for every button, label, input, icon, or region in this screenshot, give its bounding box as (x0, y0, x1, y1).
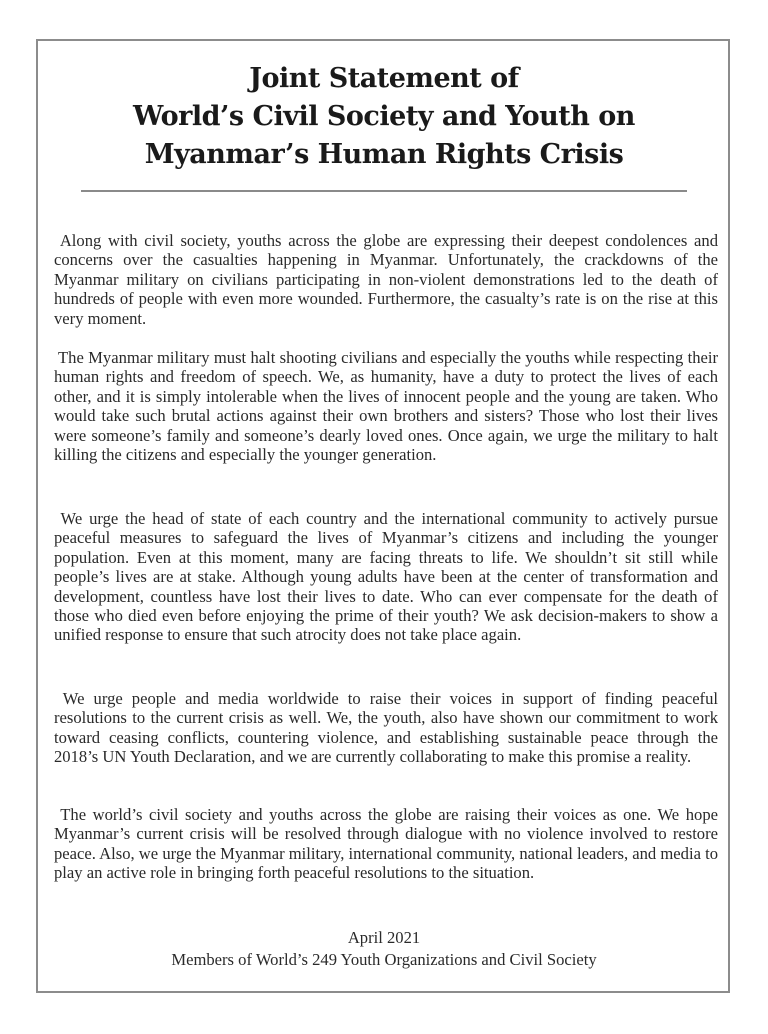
title-line-1: Joint Statement of (249, 63, 519, 94)
statement-signature: Members of World’s 249 Youth Organizations and Civil Society (171, 950, 597, 969)
document-title (0, 60, 768, 174)
title-line-2: World’s Civil Society and Youth on (133, 101, 635, 132)
paragraph-international-community: We urge the head of state of each country and the international community to actively pursue peaceful measures to safeguard the lives of Myanmar’s citizens and including the younger population. Even at this moment, many are facing threats to life. We shouldn’t sit still while people’s lives are at stake. Although young adults have been at the center of transformation and development, countless have lost their lives to date. Who can ever compensate for the death of those who died even before enjoying the prime of their youth? We ask decision-makers to show a unified response to ensure that such atrocity does not take place again. (54, 509, 719, 645)
paragraph-condolences: Along with civil society, youths across the globe are expressing their deepest condolences and concerns over the casualties happening in Myanmar. Unfortunately, the crackdowns of the Myanmar military on civilians participating in non-violent demonstrations led to the death of hundreds of people with even more wounded. Furthermore, the casualty’s rate is on the rise at this very moment. (54, 231, 718, 328)
paragraph-voices-as-one: The world’s civil society and youths across the globe are raising their voices as one. We hope Myanmar’s current crisis will be resolved through dialogue with no violence involved to restore peace. Also, we urge the Myanmar military, international community, national leaders, and media to play an active role in bringing forth peaceful resolutions to the situation. (54, 805, 718, 883)
title-line-3: Myanmar’s Human Rights Crisis (144, 139, 624, 170)
paragraph-media-worldwide: We urge people and media worldwide to raise their voices in support of finding peaceful resolutions to the current crisis as well. We, the youth, also have shown our commitment to work toward ceasing conflicts, countering violence, and establishing sustainable peace through the 2018’s UN Youth Declaration, and we are currently collaborating to make this promise a reality. (54, 689, 718, 767)
statement-date: April 2021 (347, 928, 421, 947)
paragraph-halt-shooting: The Myanmar military must halt shooting civilians and especially the youths while respecting their human rights and freedom of speech. We, as humanity, have a duty to protect the lives of each other, and it is simply intolerable when the lives of innocent people and the young are taken. Who would take such brutal actions against their own brothers and sisters? Those who lost their lives were someone’s family and someone’s dearly loved ones. Once again, we urge the military to halt killing the citizens and especially the younger generation. (54, 348, 718, 465)
title-divider (81, 190, 687, 192)
